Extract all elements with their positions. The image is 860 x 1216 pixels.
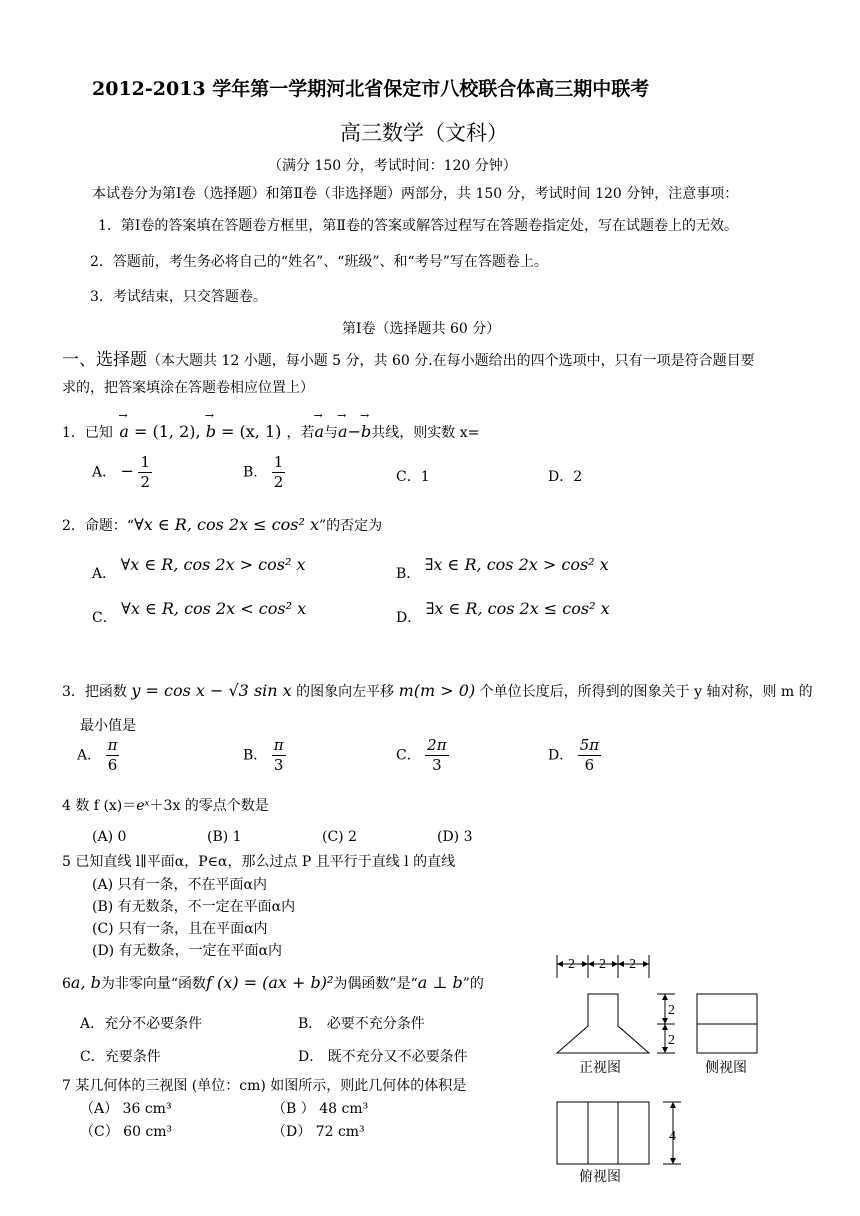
q6-option-b: B． 必要不充分条件: [298, 1016, 425, 1032]
dim-label-top-3: 2: [629, 957, 636, 972]
q3-stem-formula2: m(m > 0): [398, 681, 476, 700]
q3-option-c: [396, 736, 449, 775]
q6-stem-mid: 为非零向量“函数: [100, 976, 207, 992]
q3-stem-post: 个单位长度后，所得到的图象关于 y 轴对称，则 m 的: [479, 684, 813, 700]
q3-option-c-num: 2π: [427, 736, 447, 754]
q3-option-a-label: A．: [77, 747, 102, 764]
q2-option-b: [396, 555, 609, 582]
q6-formula2: a ⊥ b: [417, 973, 463, 992]
q6-option-d: D． 既不充分又不必要条件: [298, 1049, 468, 1065]
q2-option-c-label: C．: [92, 610, 117, 626]
q1-option-b-den: 2: [273, 472, 284, 491]
q3-option-d-den: 6: [584, 755, 595, 774]
q6-formula: f (x) = (ax + b)²: [206, 973, 334, 992]
q2-stem-formula: ∀x ∈ R, cos 2x ≤ cos² x: [134, 515, 319, 534]
q1-vector-b: → b: [206, 422, 216, 441]
section-heading-main: 一、选择题: [62, 350, 147, 370]
q5-option-c: (C) 只有一条，且在平面α内: [92, 921, 268, 937]
q1-option-a-num: 1: [140, 453, 150, 471]
q3-option-d: [548, 736, 601, 775]
q3-option-c-den: 3: [432, 755, 442, 774]
q1-vector-b2: → b: [361, 422, 371, 441]
section-heading-desc: （本大题共 12 小题，每小题 5 分，共 60 分.在每小题给出的四个选项中，只有一项是符合题目要: [147, 353, 755, 369]
q2-option-b-formula: ∃x ∈ R, cos 2x > cos² x: [424, 555, 609, 574]
front-view-label: 正视图: [579, 1061, 621, 1076]
q4-option-a: (A) 0: [92, 829, 127, 845]
side-view-label: 侧视图: [705, 1061, 747, 1076]
question-5-stem: 5 已知直线 l∥平面α，P∈α，那么过点 P 且平行于直线 l 的直线: [62, 854, 456, 870]
q1-text-2: 与: [324, 425, 339, 441]
question-3-stem: [62, 681, 813, 701]
q1-vector-a: → a: [119, 422, 129, 441]
q3-option-a: [77, 736, 119, 775]
q2-option-b-label: B．: [396, 566, 421, 582]
section-heading: [62, 345, 755, 370]
three-view-figure: [545, 950, 765, 1190]
q2-option-a-label: A．: [92, 566, 117, 582]
q6-stem-post: ”的: [462, 976, 484, 992]
q1-formula-a: = (1, 2),: [134, 422, 201, 441]
q2-option-c: [92, 599, 307, 626]
q3-option-b: [243, 736, 286, 775]
q7-option-c: （C） 60 cm³: [80, 1124, 173, 1140]
part1-heading: 第Ⅰ卷（选择题共 60 分）: [342, 321, 501, 337]
q1-option-b-label: B．: [243, 464, 268, 481]
note-3: 3．考试结束，只交答题卷。: [90, 289, 267, 305]
q1-option-b: [243, 453, 285, 492]
q3-option-c-label: C．: [396, 747, 421, 764]
q4-option-d: (D) 3: [437, 829, 473, 845]
q1-option-a-sign: −: [120, 461, 134, 481]
q6-option-a: A．充分不必要条件: [80, 1016, 203, 1032]
q1-num: 1．已知: [62, 425, 113, 441]
q1-option-c: C．1: [396, 469, 430, 485]
exam-title: 2012-2013 学年第一学期河北省保定市八校联合体高三期中联考: [92, 78, 650, 100]
dim-label-side-2: 2: [668, 1033, 675, 1048]
q1-option-a-den: 2: [140, 472, 150, 491]
dim-label-bottom: 4: [669, 1129, 676, 1144]
question-2-stem: [62, 515, 382, 535]
q3-stem-formula: y = cos x − √3 sin x: [131, 681, 292, 700]
q3-stem-line2: 最小值是: [80, 718, 136, 734]
q6-vectors: a, b: [70, 973, 101, 992]
q1-option-b-num: 1: [273, 453, 284, 471]
q3-option-b-num: π: [273, 736, 284, 754]
note-1: 1．第Ⅰ卷的答案填在答题卷方框里，第Ⅱ卷的答案或解答过程写在答题卷指定处，写在试题卷上的无效。: [98, 218, 738, 234]
top-view-shape: [557, 1102, 649, 1164]
q5-option-b: (B) 有无数条，不一定在平面α内: [92, 899, 296, 915]
q3-stem-mid: 的图象向左平移: [296, 684, 395, 700]
dim-label-top-1: 2: [568, 957, 575, 972]
q1-option-a-label: A．: [92, 464, 117, 481]
q5-option-d: (D) 有无数条，一定在平面α内: [92, 943, 283, 959]
front-view-shape: [557, 994, 649, 1053]
q4-stem-post: ＋3x 的零点个数是: [149, 798, 269, 814]
q2-option-d: [396, 599, 610, 626]
q6-option-c: C．充要条件: [80, 1049, 161, 1065]
q2-option-c-formula: ∀x ∈ R, cos 2x < cos² x: [121, 599, 307, 618]
q3-option-d-label: D．: [548, 747, 574, 764]
q1-text-1: ，若: [286, 425, 315, 441]
q3-option-a-num: π: [107, 736, 118, 754]
q4-stem-pre: 4 数 f (x)＝: [62, 798, 137, 814]
q4-option-b: (B) 1: [207, 829, 242, 845]
q2-option-d-label: D．: [396, 610, 422, 626]
q1-option-d: D．2: [548, 469, 583, 485]
q5-option-a: (A) 只有一条，不在平面α内: [92, 877, 267, 893]
q3-option-a-den: 6: [107, 755, 118, 774]
q3-option-b-label: B．: [243, 747, 268, 764]
q1-text-3: 共线，则实数 x=: [371, 425, 480, 441]
q1-formula-b: = (x, 1): [221, 422, 282, 441]
dim-label-top-2: 2: [599, 957, 606, 972]
q2-option-a: [92, 555, 306, 582]
question-4-stem: [62, 795, 269, 815]
q2-option-a-formula: ∀x ∈ R, cos 2x > cos² x: [120, 555, 306, 574]
question-6-stem: [62, 973, 484, 993]
question-1-stem: [62, 422, 479, 442]
q4-option-c: (C) 2: [322, 829, 357, 845]
q7-option-a: （A） 36 cm³: [80, 1101, 172, 1117]
score-info: （满分 150 分，考试时间：120 分钟）: [268, 158, 517, 174]
q6-num: 6: [62, 976, 71, 992]
q2-stem-post: ”的否定为: [319, 518, 383, 534]
q7-option-d: （D） 72 cm³: [272, 1124, 365, 1140]
intro-text: 本试卷分为第Ⅰ卷（选择题）和第Ⅱ卷（非选择题）两部分，共 150 分，考试时间 120 分钟，注意事项：: [92, 186, 739, 202]
q3-stem-pre: 3．把函数: [62, 684, 127, 700]
q1-minus: −: [347, 422, 361, 441]
exam-subtitle: 高三数学（文科）: [340, 121, 508, 145]
top-view-label: 俯视图: [579, 1170, 621, 1185]
q2-option-d-formula: ∃x ∈ R, cos 2x ≤ cos² x: [425, 599, 610, 618]
q4-stem-formula: eˣ: [136, 798, 150, 814]
q7-option-b: （B ） 48 cm³: [272, 1101, 369, 1117]
q3-option-b-den: 3: [273, 755, 284, 774]
section-heading-desc-2: 求的，把答案填涂在答题卷相应位置上）: [62, 380, 314, 396]
q1-vector-a3: → a: [338, 422, 348, 441]
question-7-stem: 7 某几何体的三视图 (单位：cm) 如图所示，则此几何体的体积是: [62, 1078, 467, 1094]
q2-stem-pre: 2．命题：“: [62, 518, 135, 534]
q3-option-d-num: 5π: [579, 736, 600, 754]
dim-label-side-1: 2: [668, 1003, 675, 1018]
q6-stem-mid2: 为偶函数”是“: [333, 976, 418, 992]
q1-option-a: [92, 453, 152, 492]
note-2: 2．答题前，考生务必将自己的“姓名”、“班级”、和“考号”写在答题卷上。: [90, 254, 548, 270]
q1-vector-a2: → a: [315, 422, 325, 441]
